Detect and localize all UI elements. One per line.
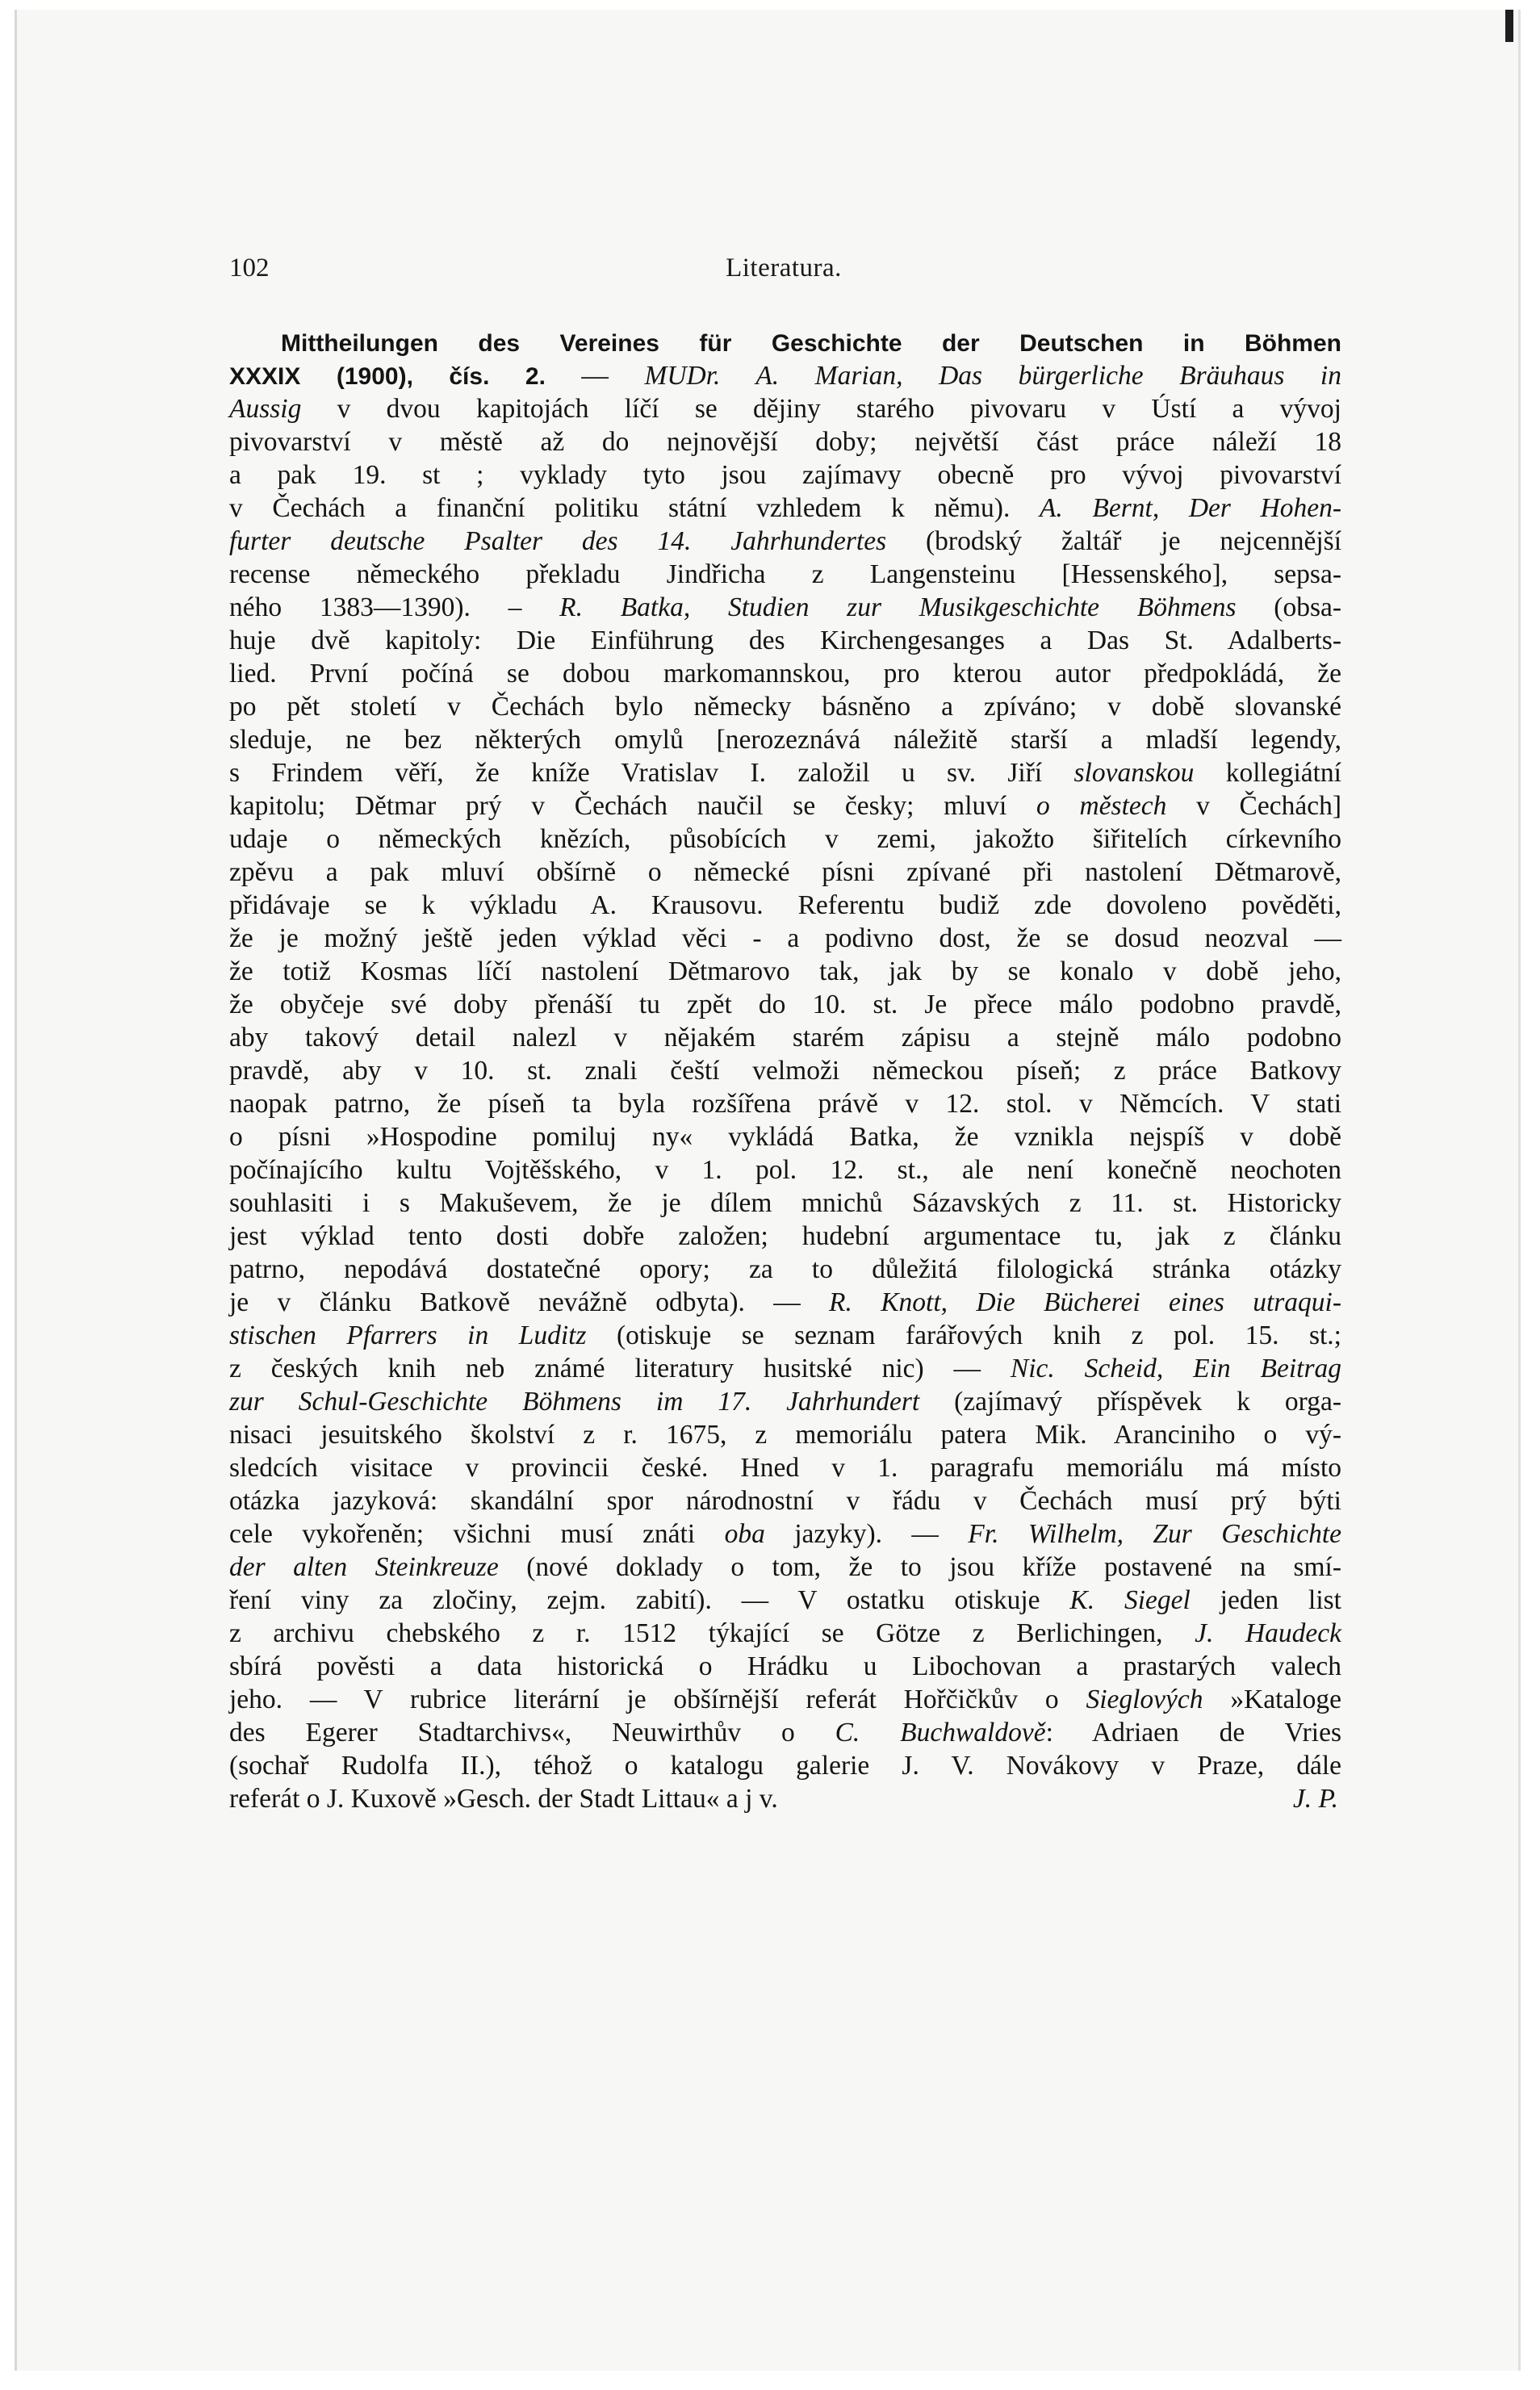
italic-text: Aussig	[229, 394, 302, 424]
text-segment: : Adriaen de Vries	[1045, 1718, 1341, 1748]
italic-text: J. Haudeck	[1195, 1618, 1342, 1648]
text-line	[229, 889, 1341, 922]
text-segment: udaje o německých knězích, působících v zemi, jakožto šiřitelích církevního	[229, 824, 1341, 854]
text-segment: (zajímavý příspěvek k orga-	[919, 1387, 1341, 1417]
page-number: 102	[229, 253, 270, 283]
text-segment: referát o J. Kuxově »Gesch. der Stadt Littau« a j v.	[229, 1784, 778, 1814]
text-line	[229, 1484, 1341, 1517]
text-line	[229, 425, 1341, 458]
review-text	[229, 326, 1341, 1815]
scanned-page	[15, 10, 1521, 2371]
text-segment: recense německého překladu Jindřicha z Langensteinu [Hessenského], sepsa-	[229, 559, 1341, 589]
text-line	[229, 392, 1341, 425]
text-segment: sledcích visitace v provincii české. Hned v 1. paragrafu memoriálu má místo	[229, 1453, 1341, 1483]
text-line	[229, 1385, 1341, 1418]
italic-text: A. Bernt, Der Hohen-	[1039, 493, 1341, 523]
italic-text: oba	[724, 1519, 765, 1549]
text-segment: že totiž Kosmas líčí nastolení Dětmarovo tak, jak by se konalo v době jeho,	[229, 956, 1341, 986]
text-line	[229, 1749, 1341, 1782]
italic-text: C. Buchwaldově	[835, 1718, 1046, 1748]
text-segment: z archivu chebského z r. 1512 týkající se Götze z Berlichingen,	[229, 1618, 1195, 1648]
text-line	[229, 458, 1341, 492]
text-segment: sbírá pověsti a data historická o Hrádku u Libochovan a prastarých valech	[229, 1651, 1341, 1681]
text-segment: (otiskuje se seznam farářových knih z pol. 15. st.;	[586, 1321, 1341, 1350]
text-segment: ného 1383—1390). –	[229, 592, 560, 622]
text-segment: aby takový detail nalezl v nějakém starém zápisu a stejně málo podobno	[229, 1023, 1341, 1053]
text-segment: pravdě, aby v 10. st. znali čeští velmoži německou píseň; z práce Batkovy	[229, 1056, 1341, 1086]
text-segment: patrno, nepodává dostatečné opory; za to důležitá filologická stránka otázky	[229, 1254, 1341, 1284]
text-line	[229, 756, 1341, 789]
italic-text: slovanskou	[1073, 758, 1195, 788]
text-segment: přidávaje se k výkladu A. Krausovu. Referentu budiž zde dovoleno pověděti,	[229, 890, 1341, 920]
italic-text: Nic. Scheid, Ein Beitrag	[1010, 1354, 1341, 1383]
text-segment: (sochař Rudolfa II.), téhož o katalogu galerie J. V. Novákovy v Praze, dále	[229, 1751, 1341, 1781]
text-segment: že obyčeje své doby přenáší tu zpět do 10. st. Je přece málo podobno pravdě,	[229, 990, 1341, 1019]
text-segment: ření viny za zločiny, zejm. zabití). — V ostatku otiskuje	[229, 1585, 1070, 1615]
text-segment: s Frindem věří, že kníže Vratislav I. založil u sv. Jiří	[229, 758, 1074, 788]
text-line	[229, 723, 1341, 756]
text-segment: nisaci jesuitského školství z r. 1675, z memoriálu patera Mik. Aranciniho o vý-	[229, 1420, 1341, 1450]
text-segment: »Kataloge	[1203, 1685, 1341, 1714]
italic-text: stischen Pfarrers in Luditz	[229, 1321, 587, 1350]
text-segment: kapitolu; Dětmar prý v Čechách naučil se česky; mluví	[229, 791, 1037, 821]
text-segment: jeden list	[1190, 1585, 1341, 1615]
text-segment: pivovarství v městě až do nejnovější doby; největší část práce náleží 18	[229, 427, 1341, 457]
text-segment: a pak 19. st ; vyklady tyto jsou zajímavy obecně pro vývoj pivovarství	[229, 460, 1341, 490]
text-line	[229, 624, 1341, 657]
italic-text: Sieglových	[1086, 1685, 1203, 1714]
text-line	[229, 1617, 1341, 1650]
text-segment: z českých knih neb známé literatury husitské nic) —	[229, 1354, 1011, 1383]
italic-text: R. Batka, Studien zur Musikgeschichte Böhmens	[559, 592, 1237, 622]
text-line	[229, 492, 1341, 525]
text-segment: sleduje, ne bez některých omylů [nerozeznává náležitě starší a mladší legendy,	[229, 725, 1341, 755]
page-header	[215, 253, 1353, 302]
bold-heading-text: Mittheilungen des Vereines für Geschichte der Deutschen in Böhmen	[281, 330, 1341, 357]
text-line	[229, 1054, 1341, 1087]
text-line	[229, 1418, 1341, 1451]
text-line	[229, 789, 1341, 822]
text-line	[229, 1716, 1341, 1749]
text-line	[229, 1451, 1341, 1484]
signature: J. P.	[1292, 1784, 1338, 1814]
text-line	[229, 922, 1341, 955]
text-line	[229, 1187, 1341, 1220]
text-line	[229, 1087, 1341, 1120]
text-segment: (obsa-	[1236, 592, 1342, 622]
text-segment: jazyky). —	[764, 1519, 969, 1549]
text-segment: cele vykořeněn; všichni musí znáti	[229, 1519, 725, 1549]
text-line	[229, 1584, 1341, 1617]
text-line	[229, 1319, 1341, 1352]
text-line	[229, 525, 1341, 558]
text-line	[229, 558, 1341, 591]
text-line	[229, 1120, 1341, 1153]
scan-edge-mark	[1505, 10, 1513, 42]
text-segment: v Čechách a finanční politiku státní vzhledem k němu).	[229, 493, 1040, 523]
text-line	[229, 1551, 1341, 1584]
text-line	[229, 1517, 1341, 1551]
text-segment: kollegiátní	[1194, 758, 1341, 788]
text-segment: lied. První počíná se dobou markomannskou, pro kterou autor předpokládá, že	[229, 659, 1341, 689]
text-line	[229, 1253, 1341, 1286]
text-line	[229, 359, 1341, 392]
italic-text: R. Knott, Die Bücherei eines utraqui-	[829, 1287, 1341, 1317]
italic-text: MUDr. A. Marian, Das bürgerliche Bräuhaus in	[644, 361, 1341, 391]
text-line	[229, 1650, 1341, 1683]
text-segment: huje dvě kapitoly: Die Einführung des Kirchengesanges a Das St. Adalberts-	[229, 626, 1341, 655]
text-segment: naopak patrno, že píseň ta byla rozšířena právě v 12. stol. v Němcích. V stati	[229, 1089, 1341, 1119]
text-segment: je v článku Batkově nevážně odbyta). —	[229, 1287, 830, 1317]
text-line	[229, 591, 1341, 624]
text-line	[229, 822, 1341, 856]
text-segment: zpěvu a pak mluví obšírně o německé písni zpívané při nastolení Dětmarově,	[229, 857, 1341, 887]
italic-text: Fr. Wilhelm, Zur Geschichte	[968, 1519, 1342, 1549]
bold-heading-text: XXXIX (1900), čís. 2.	[229, 363, 546, 390]
text-line	[229, 1286, 1341, 1319]
text-segment: po pět století v Čechách bylo německy básněno a zpíváno; v době slovanské	[229, 692, 1341, 722]
italic-text: zur Schul-Geschichte Böhmens im 17. Jahrhundert	[229, 1387, 920, 1417]
running-head: Literatura.	[726, 253, 842, 283]
text-line	[229, 1782, 1341, 1815]
italic-text: furter deutsche Psalter des 14. Jahrhundertes	[229, 526, 887, 556]
text-line	[229, 856, 1341, 889]
text-segment: v dvou kapitojách líčí se dějiny starého pivovaru v Ústí a vývoj	[301, 394, 1341, 424]
text-segment: (nové doklady o tom, že to jsou kříže postavené na smí-	[498, 1552, 1341, 1582]
text-line	[229, 988, 1341, 1021]
text-line	[229, 1153, 1341, 1187]
text-segment: jeho. — V rubrice literární je obšírnější referát Hořčičkův o	[229, 1685, 1086, 1714]
text-line	[229, 955, 1341, 988]
text-line	[229, 1021, 1341, 1054]
text-line	[229, 1220, 1341, 1253]
text-segment: jest výklad tento dosti dobře založen; hudební argumentace tu, jak z článku	[229, 1221, 1341, 1251]
text-line	[229, 1352, 1341, 1385]
text-segment: souhlasiti i s Makuševem, že je dílem mnichů Sázavských z 11. st. Historicky	[229, 1188, 1341, 1218]
text-line	[229, 657, 1341, 690]
italic-text: der alten Steinkreuze	[229, 1552, 499, 1582]
text-line	[229, 326, 1341, 359]
text-segment: —	[545, 361, 645, 391]
text-segment: počínajícího kultu Vojtěšského, v 1. pol. 12. st., ale není konečně neochoten	[229, 1155, 1341, 1185]
text-segment: v Čechách]	[1166, 791, 1341, 821]
text-segment: o písni »Hospodine pomiluj ny« vykládá Batka, že vznikla nejspíš v době	[229, 1122, 1341, 1152]
text-segment: že je možný ještě jeden výklad věci - a podivno dost, že se dosud neozval —	[229, 923, 1341, 953]
text-segment: des Egerer Stadtarchivs«, Neuwirthův o	[229, 1718, 835, 1748]
italic-text: o městech	[1036, 791, 1167, 821]
text-line	[229, 1683, 1341, 1716]
text-line	[229, 690, 1341, 723]
italic-text: K. Siegel	[1069, 1585, 1191, 1615]
text-segment: otázka jazyková: skandální spor národnostní v řádu v Čechách musí prý býti	[229, 1486, 1341, 1516]
text-segment: (brodský žaltář je nejcennější	[886, 526, 1341, 556]
